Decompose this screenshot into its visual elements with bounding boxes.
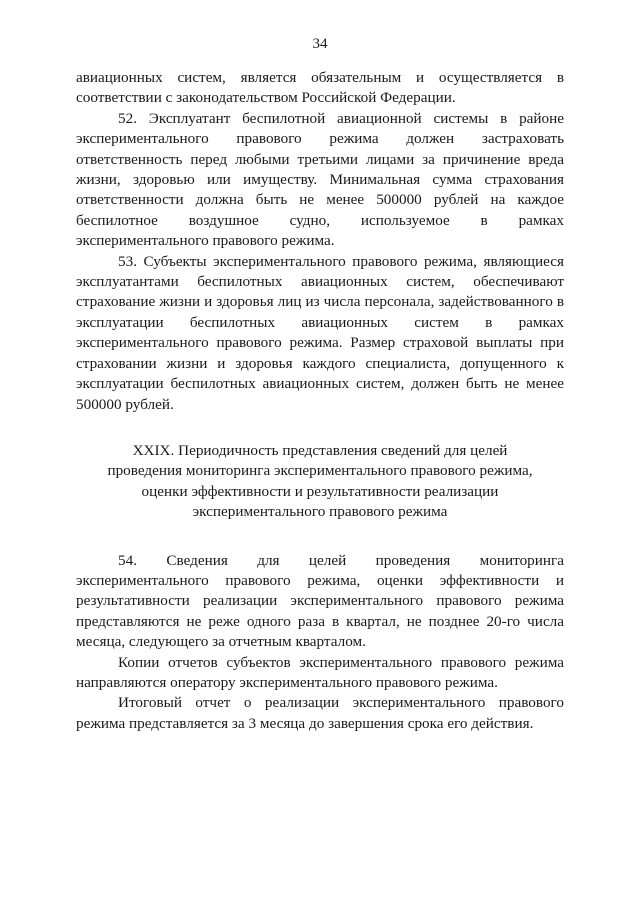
paragraph-final-report: Итоговый отчет о реализации экспериментального правового режима представляется за 3 месяца до завершения срока его действия.: [76, 694, 564, 732]
paragraph-continuation: авиационных систем, является обязательным и осуществляется в соответствии с законодательством Российской Федерации.: [76, 69, 564, 107]
document-page: [76, 34, 564, 734]
section-heading-xxix: [76, 441, 564, 523]
paragraph-52: 52. Эксплуатант беспилотной авиационной системы в районе экспериментального правового режима должен застраховать ответственность перед любыми третьими лицами за причинение вреда жизни, здоровью или имуществу. Минимальная сумма страхования ответственности должна быть не менее 500000 рублей на каждое беспилотное воздушное судно, используемое в рамках экспериментального правового режима.: [76, 109, 564, 250]
page-number: 34: [312, 36, 328, 52]
section-heading-line: проведения мониторинга экспериментального правового режима,: [107, 462, 533, 480]
section-heading-line: экспериментального правового режима: [192, 503, 448, 521]
paragraph-53: 53. Субъекты экспериментального правового режима, являющиеся эксплуатантами беспилотных авиационных систем, обеспечивают страхование жизни и здоровья лиц из числа персонала, задействованного в эксплуатации беспилотных авиационных систем в рамках экспериментального правового режима. Размер страховой выплаты при страховании жизни и здоровья каждого специалиста, допущенного к эксплуатации беспилотных авиационных систем, должен быть не менее 500000 рублей.: [76, 252, 564, 413]
paragraph-54: 54. Сведения для целей проведения мониторинга экспериментального правового режима, оценки эффективности и результативности реализации экспериментального правового режима представляются не реже одного раза в квартал, не позднее 20-го числа месяца, следующего за отчетным кварталом.: [76, 551, 564, 651]
section-heading-line: XXIX. Периодичность представления сведений для целей: [132, 441, 508, 459]
paragraph-report-copies: Копии отчетов субъектов экспериментального правового режима направляются оператору экспериментального правового режима.: [76, 653, 564, 691]
section-heading-line: оценки эффективности и результативности реализации: [141, 482, 499, 500]
